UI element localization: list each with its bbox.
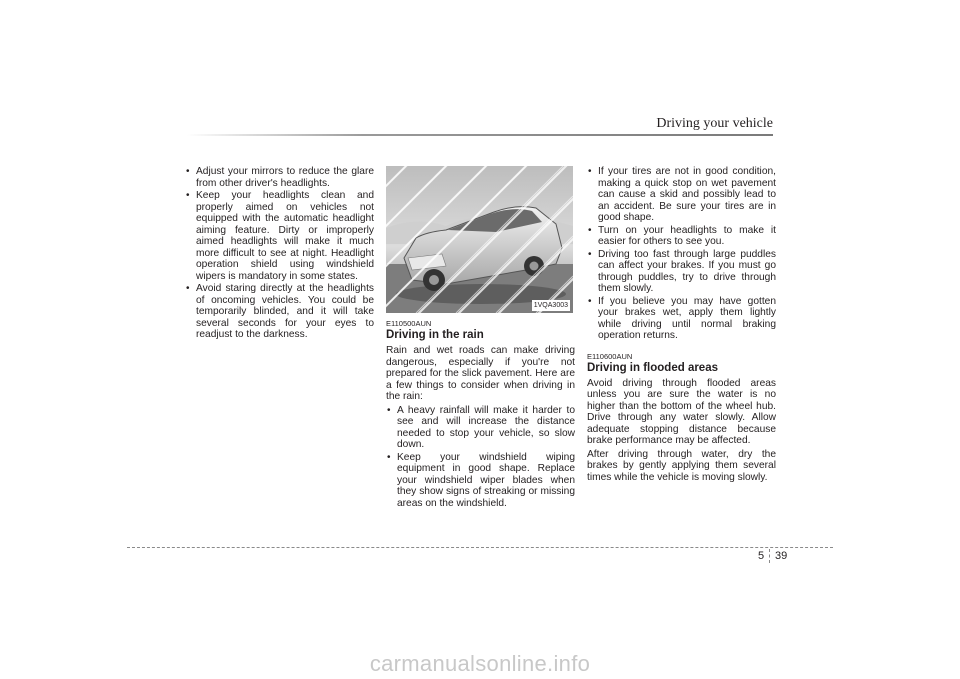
- page-number: 39: [775, 550, 788, 562]
- car-in-rain-image: [386, 166, 573, 313]
- bullet-item: • A heavy rainfall will make it harder to see and will increase the distance needed to stop your vehicle, so slow down.: [386, 405, 575, 451]
- bullet-item: • Keep your windshield wiping equipment in good shape. Replace your windshield wiper blades when they show signs of streaking or missing areas on the windshield.: [386, 452, 575, 510]
- section-paragraph: Rain and wet roads can make driving dangerous, especially if you're not prepared for the slick pavement. Here are a few things to consider when driving in the rain:: [386, 345, 575, 402]
- section-heading: Driving in the rain: [386, 329, 484, 341]
- column-1-bullet-list: [185, 166, 374, 341]
- section-paragraph: After driving through water, dry the brakes by gently applying them several times while the vehicle is moving slowly.: [587, 448, 776, 483]
- bullet-item: • If your tires are not in good condition, making a quick stop on wet pavement can cause a skid and possibly lead to an accident. Be sure your tires are in good shape.: [587, 166, 776, 224]
- section-paragraph: Avoid driving through flooded areas unless you are sure the water is no higher than the bottom of the wheel hub. Drive through any water slowly. Allow adequate stopping distance because brake performance may be affected.: [587, 377, 776, 446]
- page-number-divider: [769, 549, 770, 563]
- footer-rule: [127, 547, 833, 548]
- rain-car-illustration: [386, 166, 573, 313]
- column-3: [587, 166, 776, 485]
- bullet-item: • Driving too fast through large puddles can affect your brakes. If you must go through puddles, try to drive through them slowly.: [587, 249, 776, 295]
- bullet-item: • Adjust your mirrors to reduce the glare from other driver's headlights.: [185, 166, 374, 189]
- column-3-bullet-list: [587, 166, 776, 342]
- bullet-item: • If you believe you may have gotten your brakes wet, apply them lightly while driving until normal braking operation returns.: [587, 296, 776, 342]
- column-1: [185, 166, 374, 342]
- bullet-item: • Keep your headlights clean and properly aimed on vehicles not equipped with the automatic headlight aiming feature. Dirty or improperly aimed headlights will make it much more difficult to see at night. Headlight operation shield using windshield wipers is mandatory in some states.: [185, 190, 374, 282]
- watermark: carmanualsonline.info: [369, 651, 591, 676]
- column-2-bullet-list: [386, 405, 575, 510]
- bullet-item: • Turn on your headlights to make it easier for others to see you.: [587, 225, 776, 248]
- section-code: E110600AUN: [587, 351, 633, 361]
- header-title: Driving your vehicle: [656, 116, 773, 131]
- section-number: 5: [758, 550, 765, 562]
- header-rule: [187, 134, 773, 136]
- section-code: E110500AUN: [386, 319, 432, 328]
- bullet-item: • Avoid staring directly at the headlights of oncoming vehicles. You could be temporarily blinded, and it will take several seconds for your eyes to readjust to the darkness.: [185, 283, 374, 341]
- figure-label: 1VQA3003: [532, 300, 570, 312]
- column-2: [386, 166, 575, 510]
- section-heading: Driving in flooded areas: [587, 361, 718, 374]
